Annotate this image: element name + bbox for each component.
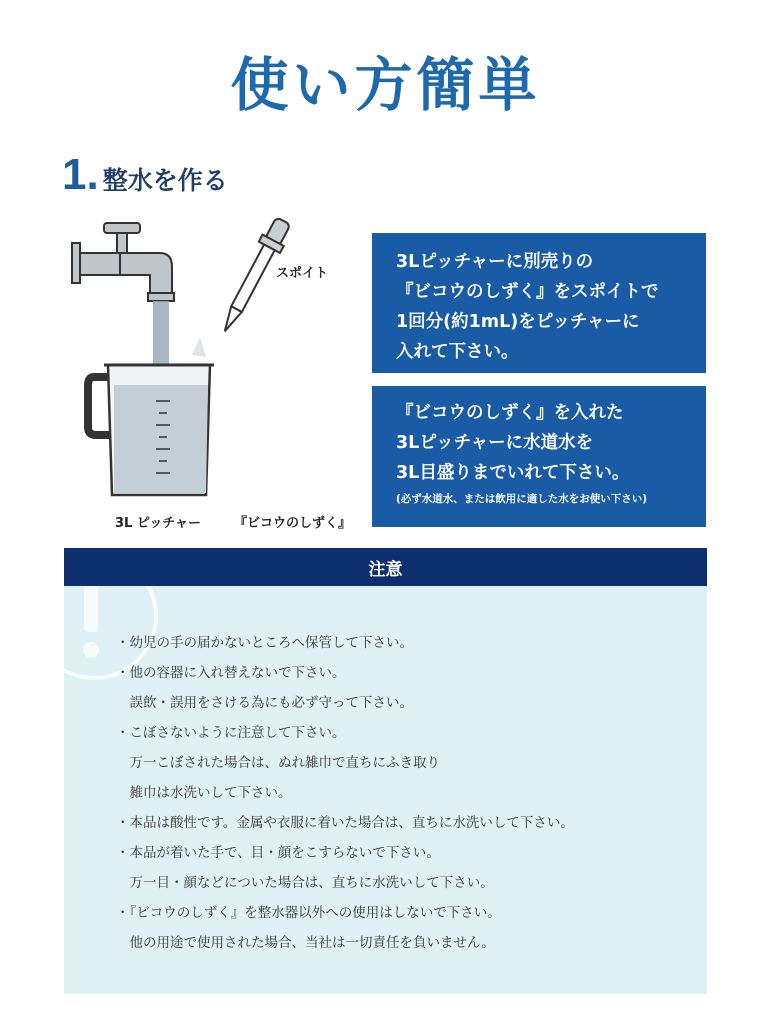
box1-line: 『ビコウのしずく』をスポイトで [396, 282, 659, 302]
pitcher-icon [88, 365, 214, 495]
caution-item: ・『ビコウのしずく』を整水器以外への使用はしないで下さい。 [116, 905, 501, 921]
drops-label: 『ビコウのしずく』 [234, 516, 352, 531]
box2-note: (必ず水道水、または飲用に適した水をお使い下さい) [396, 493, 648, 505]
step-text: 整水を作る [102, 166, 228, 195]
caution-header: 注意 [64, 548, 707, 586]
instruction-box-1 [372, 233, 706, 373]
step-number: 1. [62, 150, 99, 199]
box1-line: 3Lピッチャーに別売りの [396, 252, 594, 272]
caution-item: ・こぼさないように注意して下さい。 [116, 725, 346, 741]
box1-line: 1回分(約1mL)をピッチャーに [396, 312, 640, 332]
box2-line: 3L目盛りまでいれて下さい。 [396, 463, 630, 483]
caution-item: 万一目・顔などについた場合は、直ちに水洗いして下さい。 [116, 875, 494, 891]
caution-item: 雑巾は水洗いして下さい。 [116, 785, 292, 801]
caution-item: ・本品が着いた手で、目・顔をこすらないで下さい。 [116, 845, 440, 861]
illustration [60, 205, 360, 535]
water-stream [153, 301, 169, 371]
faucet-icon [72, 223, 174, 301]
box2-line: 3Lピッチャーに水道水を [396, 433, 594, 453]
caution-item: ・本品は酸性です。金属や衣服に着いた場合は、直ちに水洗いして下さい。 [116, 815, 574, 831]
instruction-box-2 [372, 386, 706, 527]
page-title: 使い方簡単 [230, 51, 541, 119]
drop-splash [192, 337, 206, 357]
caution-item: ・他の容器に入れ替えないで下さい。 [116, 665, 346, 681]
box1-line: 入れて下さい。 [396, 342, 519, 362]
caution-item: 万一こぼされた場合は、ぬれ雑巾で直ちにふき取り [116, 755, 440, 771]
step-heading [62, 150, 228, 200]
caution-item: 他の用途で使用された場合、当社は一切責任を負いません。 [116, 935, 495, 951]
caution-item: ・幼児の手の届かないところへ保管して下さい。 [116, 635, 413, 651]
box2-line: 『ビコウのしずく』を入れた [396, 403, 624, 423]
caution-item: 誤飲・誤用をさける為にも必ず守って下さい。 [116, 695, 413, 711]
caution-list [116, 628, 574, 958]
dropper-label: スポイト [276, 266, 329, 281]
caution-panel [64, 586, 707, 994]
pitcher-label: 3L ピッチャー [115, 516, 201, 531]
